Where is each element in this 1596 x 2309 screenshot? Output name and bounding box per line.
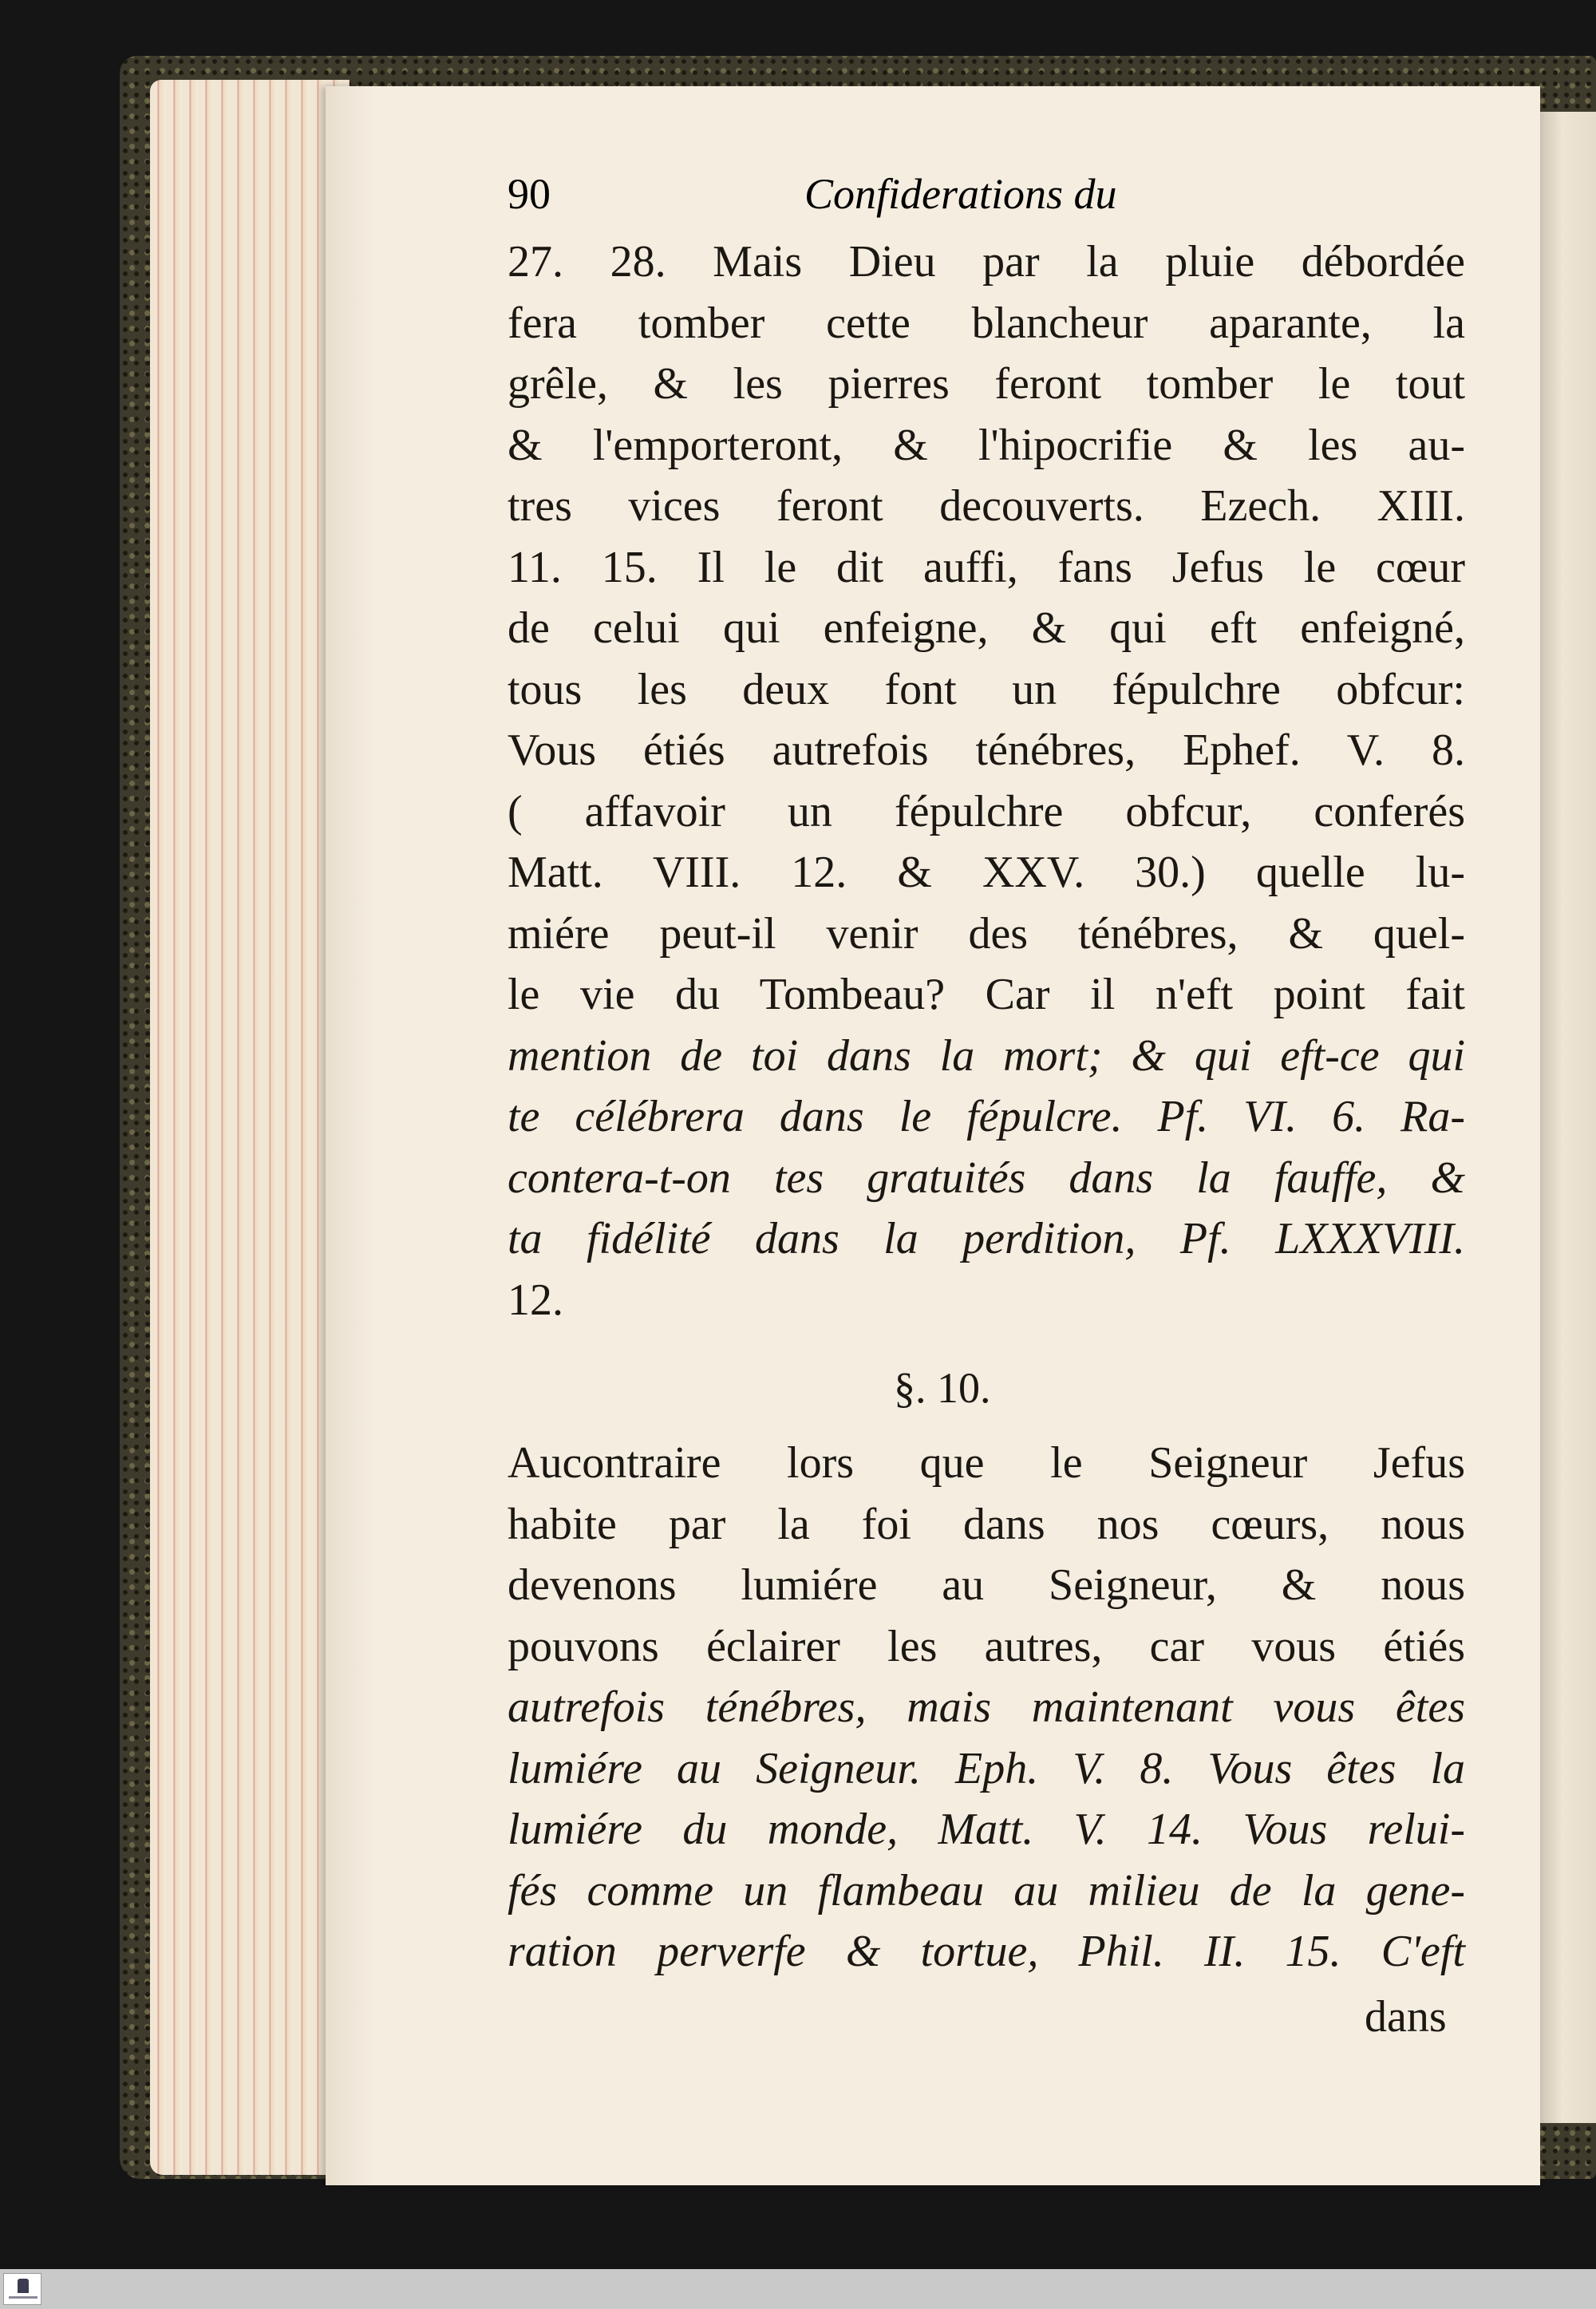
text-line: pouvons éclairer les autres, car vous étiés (508, 1621, 1465, 1671)
text-line: tres vices feront decouverts. Ezech. XIII. (508, 481, 1465, 531)
paragraph-2 (508, 1433, 1465, 1983)
text-line: ration perverfe & tortue, Phil. II. 15. C'eft (508, 1927, 1465, 1976)
running-title: Confiderations du (804, 170, 1117, 218)
text-line: 27. 28. Mais Dieu par la pluie débordée (508, 237, 1465, 287)
text-line: contera-t-on tes gratuités dans la fauffe, & (508, 1153, 1465, 1203)
text-line: ta fidélité dans la perdition, Pf. LXXXVIII. (508, 1214, 1465, 1263)
text-line: Vous étiés autrefois ténébres, Ephef. V. 8. (508, 726, 1465, 775)
text-line: Aucontraire lors que le Seigneur Jefus (508, 1438, 1465, 1488)
text-line: te célébrera dans le fépulcre. Pf. VI. 6. Ra- (508, 1092, 1465, 1141)
paragraph-1 (508, 231, 1465, 1330)
page-edges (150, 80, 350, 2175)
text-line: miére peut-il venir des ténébres, & quel- (508, 908, 1465, 959)
text-line: 12. (508, 1275, 563, 1325)
text-line: lumiére du monde, Matt. V. 14. Vous relui- (508, 1805, 1465, 1854)
section-heading: §. 10. (894, 1364, 991, 1412)
text-line: autrefois ténébres, mais maintenant vous êtes (508, 1682, 1465, 1732)
running-head (508, 169, 1226, 225)
text-line: fera tomber cette blancheur aparante, la (508, 298, 1465, 348)
catchword: dans (1365, 1992, 1447, 2042)
text-line: Matt. VIII. 12. & XXV. 30.) quelle lu- (508, 848, 1465, 897)
text-line: mention de toi dans la mort; & qui eft-ce qui (508, 1030, 1465, 1081)
text-line: 11. 15. Il le dit auffi, fans Jefus le cœur (508, 542, 1465, 592)
text-line: de celui qui enfeigne, & qui eft enfeigné, (508, 603, 1465, 653)
text-line: fés comme un flambeau au milieu de la gene- (508, 1865, 1465, 1916)
text-line: grêle, & les pierres feront tomber le tout (508, 359, 1465, 409)
library-logo-icon (3, 2273, 41, 2305)
text-line: le vie du Tombeau? Car il n'eft point fait (508, 970, 1465, 1019)
page-number: 90 (508, 170, 551, 218)
text-line: ( affavoir un fépulchre obfcur, conferés (508, 786, 1465, 836)
viewer-bottom-bar (0, 2269, 1596, 2309)
text-line: & l'emporteront, & l'hipocrifie & les au- (508, 420, 1465, 470)
facing-page-edge (1540, 112, 1596, 2123)
text-line: habite par la foi dans nos cœurs, nous (508, 1499, 1465, 1549)
text-line: devenons lumiére au Seigneur, & nous (508, 1560, 1465, 1610)
text-line: tous les deux font un fépulchre obfcur: (508, 664, 1465, 714)
text-line: lumiére au Seigneur. Eph. V. 8. Vous êtes la (508, 1743, 1465, 1793)
